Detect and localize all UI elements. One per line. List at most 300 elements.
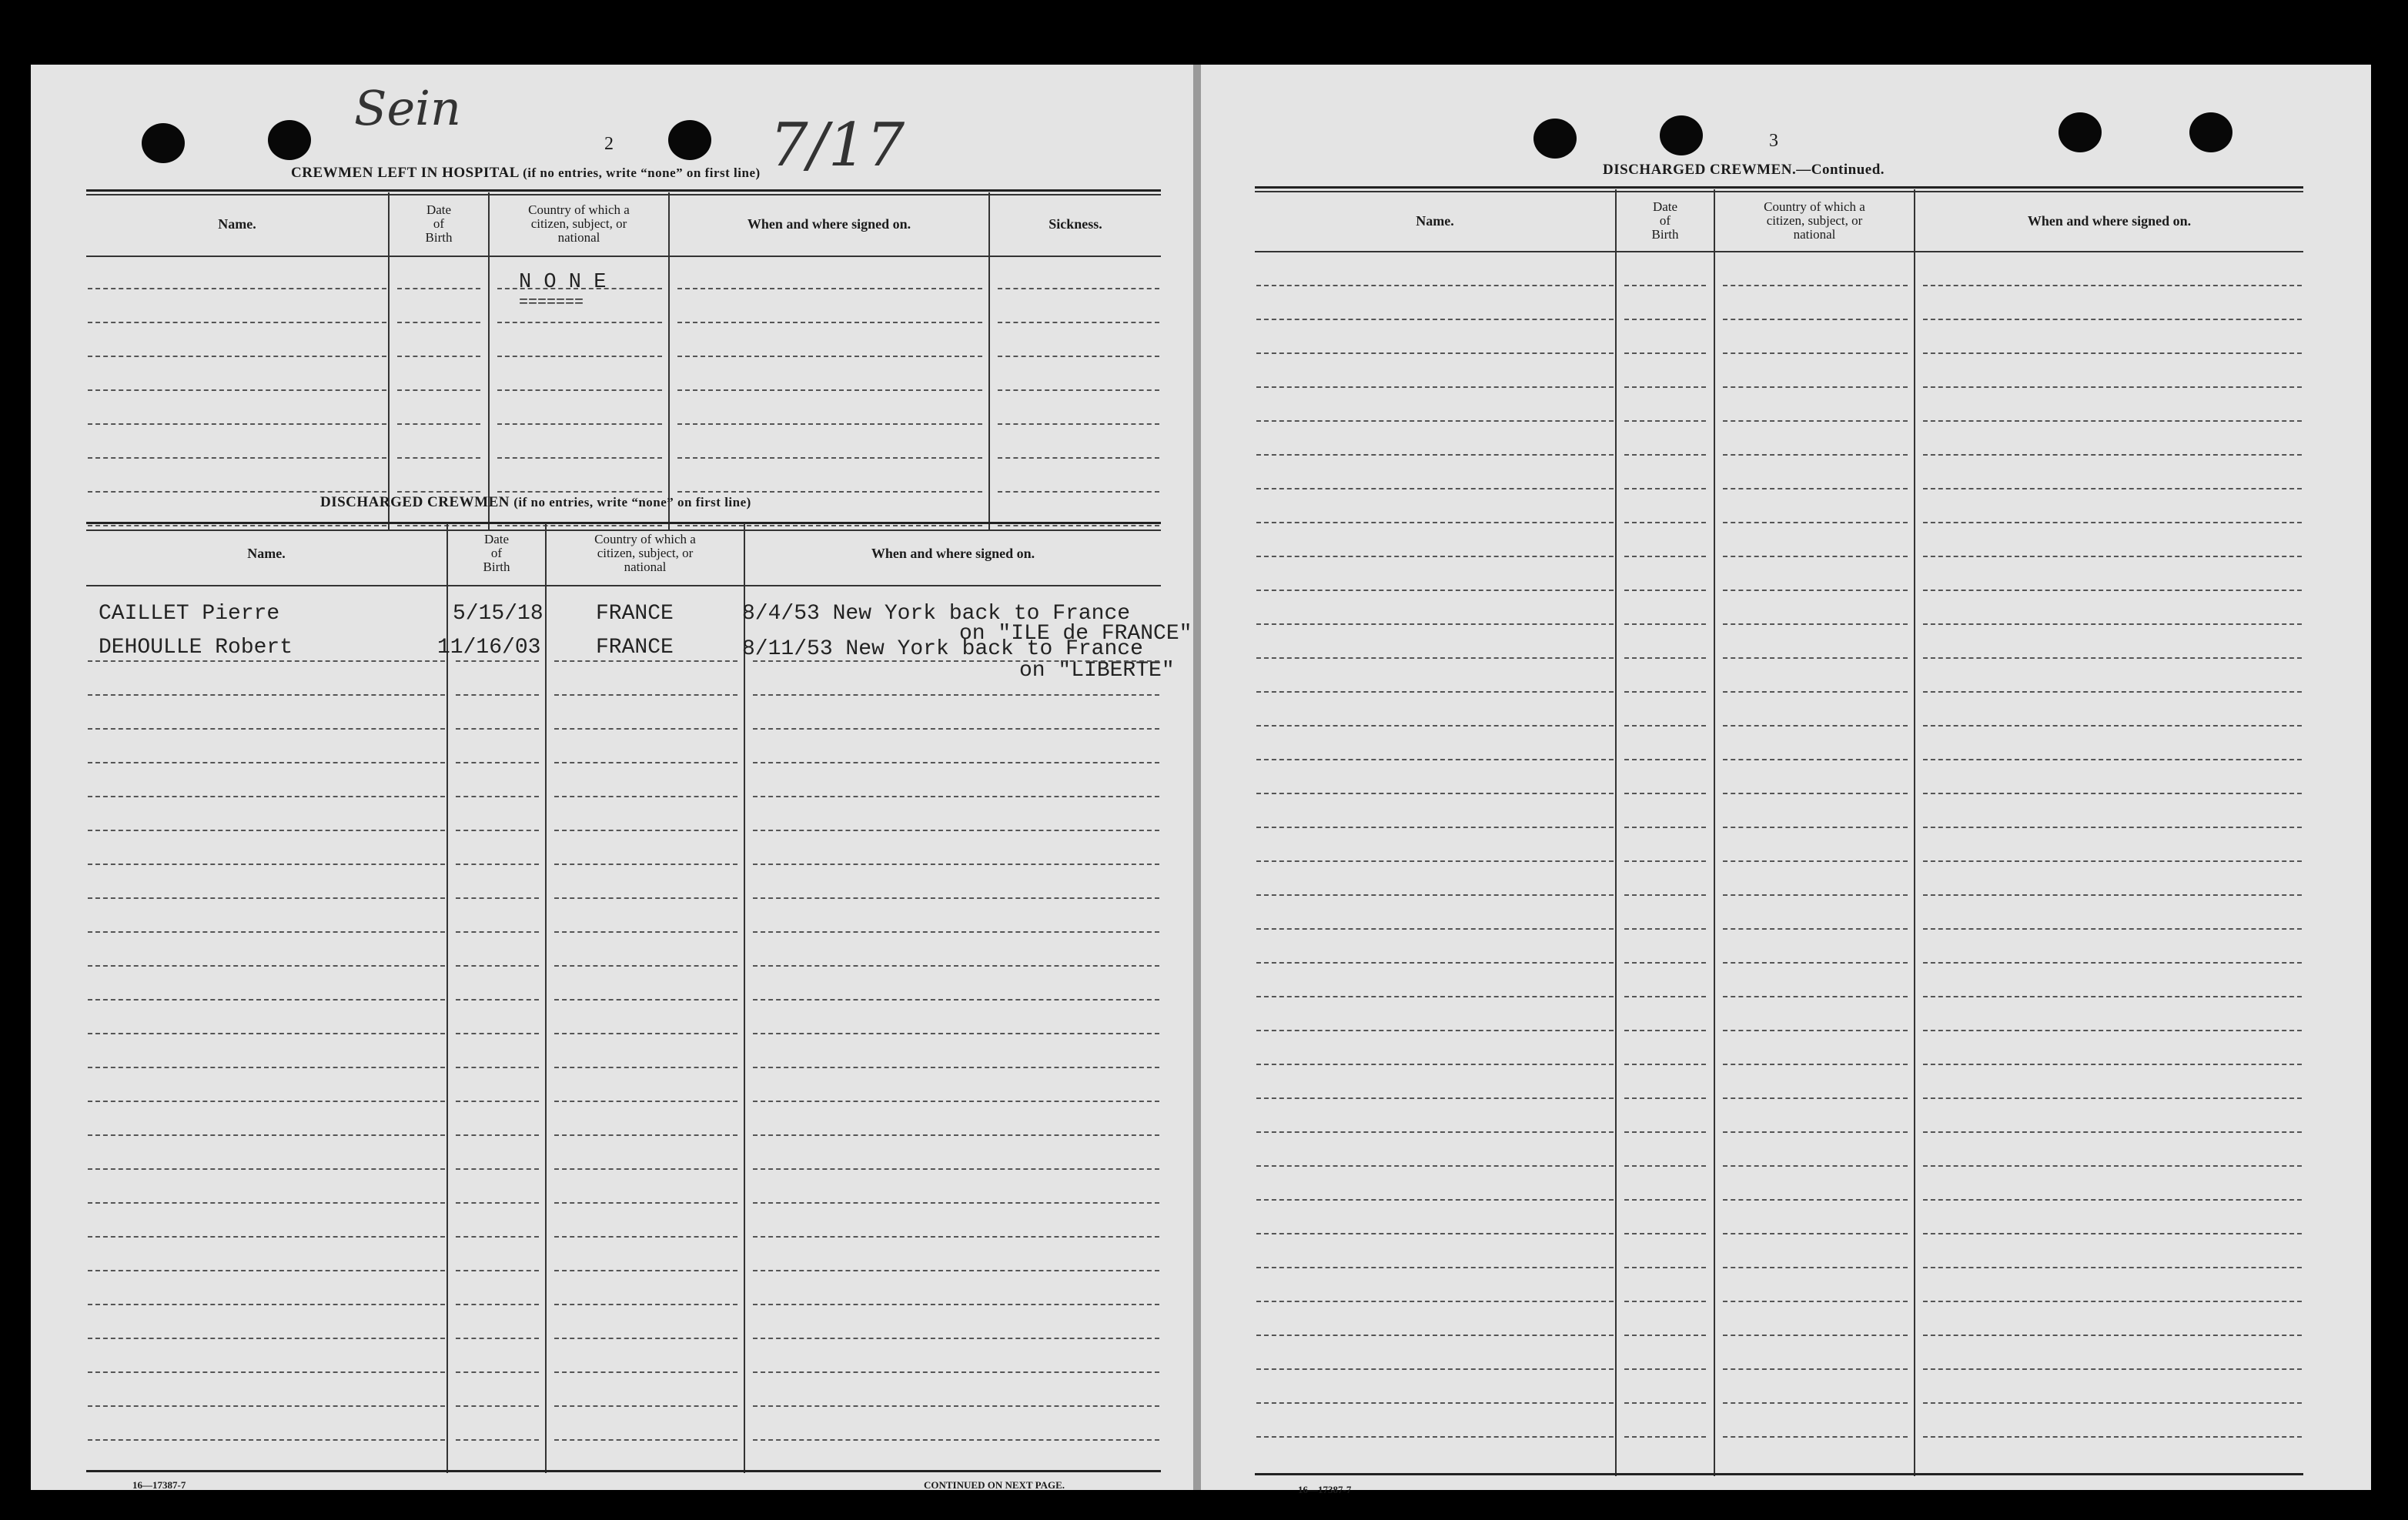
ruled-line	[1923, 1097, 2302, 1099]
ruled-line	[1624, 691, 1706, 693]
ruled-line	[1723, 759, 1908, 760]
ruled-line	[753, 1067, 1159, 1068]
ruled-line	[1723, 725, 1908, 727]
ruled-line	[397, 457, 480, 459]
ruled-line	[998, 322, 1159, 323]
ruled-line	[88, 1270, 445, 1271]
ruled-line	[1624, 623, 1706, 625]
ruled-line	[998, 288, 1159, 289]
ruled-line	[677, 525, 982, 526]
ruled-line	[88, 931, 445, 933]
ruled-line	[1923, 522, 2302, 523]
ruled-line	[497, 491, 662, 493]
right-col-divider	[1914, 189, 1915, 1476]
ruled-line	[554, 1371, 737, 1373]
ruled-line	[554, 1236, 737, 1238]
dob-line: of	[490, 546, 503, 560]
right-col-header-name: Name.	[1416, 213, 1454, 229]
ruled-line	[1723, 319, 1908, 320]
ruled-line	[554, 965, 737, 967]
handwritten-code: 7/17	[770, 111, 905, 180]
punch-hole	[668, 120, 711, 160]
ruled-line	[1723, 285, 1908, 286]
right-header-rule	[1255, 251, 2303, 252]
ruled-line	[1923, 623, 2302, 625]
ruled-line	[1624, 894, 1706, 896]
ruled-line	[1723, 420, 1908, 422]
ruled-line	[1624, 1436, 1706, 1438]
ruled-line	[1723, 1436, 1908, 1438]
page-spine	[1193, 65, 1201, 1490]
ruled-line	[456, 1338, 539, 1339]
ruled-line	[1256, 454, 1614, 456]
crew-signed: 8/4/53 New York back to France	[742, 602, 1131, 626]
ruled-line	[1723, 996, 1908, 997]
crew-country: FRANCE	[596, 636, 674, 660]
ruled-line	[1256, 1402, 1614, 1404]
ruled-line	[1256, 1199, 1614, 1201]
ruled-line	[753, 1202, 1159, 1204]
ruled-line	[554, 1405, 737, 1407]
ruled-line	[753, 864, 1159, 865]
ruled-line	[677, 423, 982, 425]
ruled-line	[1723, 691, 1908, 693]
ruled-line	[1624, 1064, 1706, 1065]
discharged-title-text: DISCHARGED CREWMEN	[320, 494, 510, 510]
ruled-line	[1923, 827, 2302, 828]
ruled-line	[677, 356, 982, 357]
ruled-line	[753, 1439, 1159, 1441]
ruled-line	[1723, 1301, 1908, 1302]
continued-note: CONTINUED ON NEXT PAGE.	[924, 1479, 1065, 1491]
ruled-line	[88, 1101, 445, 1102]
ruled-line	[1723, 352, 1908, 354]
ruled-line	[1624, 556, 1706, 557]
ruled-line	[1723, 1368, 1908, 1370]
crew-signed-ship: on "ILE de FRANCE"	[959, 622, 1192, 646]
ruled-line	[88, 999, 445, 1001]
ruled-line	[1624, 1165, 1706, 1167]
ruled-line	[1723, 860, 1908, 862]
ruled-line	[88, 1168, 445, 1170]
ruled-line	[1723, 1335, 1908, 1336]
hospital-col-divider	[668, 192, 670, 531]
ruled-line	[1256, 352, 1614, 354]
ruled-line	[1256, 759, 1614, 760]
ruled-line	[1923, 420, 2302, 422]
ruled-line	[554, 1304, 737, 1305]
ruled-line	[753, 999, 1159, 1001]
ruled-line	[1923, 691, 2302, 693]
ruled-line	[88, 965, 445, 967]
ruled-line	[1256, 1064, 1614, 1065]
ruled-line	[753, 796, 1159, 797]
ruled-line	[1256, 657, 1614, 659]
ruled-line	[1624, 725, 1706, 727]
ruled-line	[1624, 454, 1706, 456]
ruled-line	[1256, 1267, 1614, 1268]
discharged-bottom-rule	[86, 1470, 1161, 1472]
country-line: Country of which a	[528, 202, 630, 217]
ruled-line	[554, 1033, 737, 1034]
ruled-line	[1624, 1301, 1706, 1302]
ruled-line	[1256, 623, 1614, 625]
punch-hole	[1660, 115, 1703, 155]
ruled-line	[1624, 590, 1706, 591]
ruled-line	[1624, 352, 1706, 354]
right-col-header-dob	[1617, 200, 1714, 242]
discharged-continued-title: DISCHARGED CREWMEN.—Continued.	[1603, 162, 1885, 178]
ruled-line	[998, 457, 1159, 459]
ruled-line	[456, 1202, 539, 1204]
ruled-line	[456, 1067, 539, 1068]
ruled-line	[1256, 793, 1614, 794]
ruled-line	[1723, 1131, 1908, 1133]
ruled-line	[88, 525, 386, 526]
ruled-line	[753, 728, 1159, 730]
ruled-line	[554, 999, 737, 1001]
country-line: national	[557, 230, 600, 245]
ruled-line	[1723, 657, 1908, 659]
country-line: Country of which a	[594, 532, 696, 546]
ruled-line	[1256, 827, 1614, 828]
country-line: national	[1793, 227, 1836, 242]
ruled-line	[1923, 996, 2302, 997]
ruled-line	[554, 897, 737, 899]
right-col-header-country	[1715, 200, 1914, 242]
ruled-line	[1923, 1131, 2302, 1133]
ruled-line	[1256, 928, 1614, 930]
ruled-line	[1723, 1097, 1908, 1099]
ruled-line	[1624, 1368, 1706, 1370]
right-page	[1201, 65, 2371, 1495]
ruled-line	[497, 423, 662, 425]
ruled-line	[1723, 1030, 1908, 1031]
ruled-line	[1923, 1368, 2302, 1370]
ruled-line	[88, 762, 445, 763]
ruled-line	[554, 1067, 737, 1068]
ruled-line	[456, 762, 539, 763]
ruled-line	[397, 491, 480, 493]
ruled-line	[1723, 928, 1908, 930]
ruled-line	[88, 1202, 445, 1204]
ruled-line	[1624, 285, 1706, 286]
ruled-line	[677, 491, 982, 493]
ruled-line	[1624, 1131, 1706, 1133]
dob-line: of	[433, 216, 445, 231]
ruled-line	[1723, 522, 1908, 523]
ruled-line	[88, 830, 445, 831]
crew-dob: 11/16/03	[437, 636, 541, 660]
ruled-line	[677, 457, 982, 459]
ruled-line	[753, 1371, 1159, 1373]
ruled-line	[677, 288, 982, 289]
ruled-line	[1923, 928, 2302, 930]
ruled-line	[88, 423, 386, 425]
ruled-line	[554, 1134, 737, 1136]
ruled-line	[753, 897, 1159, 899]
ruled-line	[1256, 420, 1614, 422]
hospital-bottom-rule	[86, 529, 1161, 531]
page-number: 3	[1769, 131, 1778, 151]
ruled-line	[554, 1338, 737, 1339]
form-number: 16—17387-7	[132, 1479, 186, 1491]
ruled-line	[1923, 1335, 2302, 1336]
ruled-line	[1723, 1199, 1908, 1201]
ruled-line	[1923, 759, 2302, 760]
right-bottom-rule	[1255, 1473, 2303, 1475]
hospital-top-rule	[86, 189, 1161, 192]
ruled-line	[1923, 1301, 2302, 1302]
ruled-line	[753, 694, 1159, 696]
ruled-line	[1923, 352, 2302, 354]
ruled-line	[554, 931, 737, 933]
ruled-line	[397, 356, 480, 357]
ruled-line	[1256, 488, 1614, 489]
ruled-line	[88, 389, 386, 391]
punch-hole	[268, 120, 311, 160]
ruled-line	[1723, 827, 1908, 828]
dob-line: of	[1659, 213, 1671, 228]
ruled-line	[1923, 1402, 2302, 1404]
ruled-line	[1624, 1402, 1706, 1404]
ruled-line	[1256, 860, 1614, 862]
ruled-line	[554, 864, 737, 865]
ruled-line	[1923, 894, 2302, 896]
ruled-line	[1256, 590, 1614, 591]
ruled-line	[397, 423, 480, 425]
ruled-line	[88, 897, 445, 899]
crew-dob: 5/15/18	[453, 602, 543, 626]
ruled-line	[1624, 319, 1706, 320]
col-header-signed: When and where signed on.	[747, 216, 911, 232]
ruled-line	[677, 322, 982, 323]
ruled-line	[1923, 962, 2302, 964]
ruled-line	[753, 1168, 1159, 1170]
ruled-line	[1256, 725, 1614, 727]
discharged-section-title	[320, 494, 751, 511]
ruled-line	[1624, 1335, 1706, 1336]
ruled-line	[88, 457, 386, 459]
ruled-line	[1624, 793, 1706, 794]
ruled-line	[753, 1270, 1159, 1271]
ruled-line	[1923, 1436, 2302, 1438]
country-line: national	[624, 560, 667, 574]
crew-signed: 8/11/53 New York back to France	[742, 637, 1143, 661]
ruled-line	[998, 525, 1159, 526]
ruled-line	[753, 1304, 1159, 1305]
dob-line: Date	[426, 202, 452, 217]
country-line: citizen, subject, or	[597, 546, 694, 560]
ruled-line	[753, 762, 1159, 763]
ruled-line	[1923, 285, 2302, 286]
ruled-line	[456, 1236, 539, 1238]
punch-hole	[2189, 112, 2232, 152]
ruled-line	[1723, 1402, 1908, 1404]
ruled-line	[456, 1101, 539, 1102]
right-col-divider	[1615, 189, 1617, 1476]
ruled-line	[456, 864, 539, 865]
ruled-line	[1723, 454, 1908, 456]
ruled-line	[1923, 657, 2302, 659]
punch-hole	[1533, 119, 1577, 159]
country-line: Country of which a	[1764, 199, 1865, 214]
ruled-line	[554, 1202, 737, 1204]
ruled-line	[456, 931, 539, 933]
ruled-line	[88, 1236, 445, 1238]
ruled-line	[554, 1168, 737, 1170]
ruled-line	[677, 389, 982, 391]
col-header-name: Name.	[218, 216, 256, 232]
ruled-line	[456, 999, 539, 1001]
ruled-line	[456, 1304, 539, 1305]
ruled-line	[554, 1270, 737, 1271]
dob-line: Date	[1652, 199, 1678, 214]
hospital-title-note: (if no entries, write “none” on first line)	[523, 165, 761, 180]
ruled-line	[1923, 319, 2302, 320]
ruled-line	[88, 1134, 445, 1136]
ruled-line	[1923, 386, 2302, 388]
ruled-line	[456, 965, 539, 967]
ruled-line	[88, 1405, 445, 1407]
ruled-line	[1624, 657, 1706, 659]
ruled-line	[456, 1405, 539, 1407]
form-number: 16—17387-7	[1298, 1484, 1352, 1495]
ruled-line	[1723, 1165, 1908, 1167]
discharged-header-rule	[86, 585, 1161, 586]
ruled-line	[88, 796, 445, 797]
ruled-line	[456, 1033, 539, 1034]
ruled-line	[497, 356, 662, 357]
ruled-line	[1256, 1030, 1614, 1031]
ruled-line	[1256, 894, 1614, 896]
discharged-col-header-country	[547, 533, 744, 574]
right-top-rule	[1255, 186, 2303, 189]
ruled-line	[1256, 1165, 1614, 1167]
ruled-line	[1624, 996, 1706, 997]
ruled-line	[1923, 725, 2302, 727]
ruled-line	[1624, 420, 1706, 422]
crew-signed-ship: on "LIBERTE"	[1019, 659, 1175, 683]
ruled-line	[1256, 962, 1614, 964]
ruled-line	[753, 1236, 1159, 1238]
ruled-line	[554, 830, 737, 831]
handwritten-note: Sein	[354, 80, 461, 136]
crew-country: FRANCE	[596, 602, 674, 626]
col-header-country	[490, 203, 668, 245]
ruled-line	[456, 1439, 539, 1441]
hospital-title-text: CREWMEN LEFT IN HOSPITAL	[291, 165, 519, 181]
ruled-line	[1923, 1030, 2302, 1031]
ruled-line	[1624, 1199, 1706, 1201]
ruled-line	[1923, 1064, 2302, 1065]
country-line: citizen, subject, or	[530, 216, 627, 231]
hospital-none-entry: N O N E	[519, 271, 607, 294]
ruled-line	[1624, 522, 1706, 523]
dob-line: Birth	[483, 560, 510, 574]
ruled-line	[1256, 522, 1614, 523]
col-header-dob	[390, 203, 488, 245]
discharged-col-divider	[446, 523, 448, 1473]
ruled-line	[397, 288, 480, 289]
ruled-line	[397, 525, 480, 526]
ruled-line	[753, 965, 1159, 967]
ruled-line	[456, 1134, 539, 1136]
ruled-line	[753, 830, 1159, 831]
ruled-line	[1256, 1335, 1614, 1336]
ruled-line	[88, 1033, 445, 1034]
crew-name: CAILLET Pierre	[99, 602, 280, 626]
dob-line: Birth	[425, 230, 453, 245]
ruled-line	[1923, 488, 2302, 489]
ruled-line	[1624, 1097, 1706, 1099]
ruled-line	[1256, 556, 1614, 557]
ruled-line	[456, 694, 539, 696]
ruled-line	[1624, 962, 1706, 964]
ruled-line	[753, 1101, 1159, 1102]
ruled-line	[88, 491, 386, 493]
ruled-line	[998, 356, 1159, 357]
ruled-line	[456, 1371, 539, 1373]
ruled-line	[1723, 386, 1908, 388]
ruled-line	[497, 288, 662, 289]
ruled-line	[456, 660, 539, 662]
ruled-line	[1723, 590, 1908, 591]
ruled-line	[88, 864, 445, 865]
ruled-line	[1624, 860, 1706, 862]
ruled-line	[88, 356, 386, 357]
ruled-line	[753, 660, 1159, 662]
ruled-line	[456, 796, 539, 797]
ruled-line	[497, 322, 662, 323]
ruled-line	[1256, 691, 1614, 693]
hospital-none-underline: =======	[519, 294, 584, 312]
col-header-sickness: Sickness.	[1048, 216, 1102, 232]
ruled-line	[554, 728, 737, 730]
punch-hole	[142, 123, 185, 163]
discharged-col-header-signed: When and where signed on.	[871, 546, 1035, 561]
ruled-line	[397, 389, 480, 391]
ruled-line	[1723, 623, 1908, 625]
ruled-line	[554, 694, 737, 696]
ruled-line	[554, 796, 737, 797]
ruled-line	[1923, 590, 2302, 591]
ruled-line	[456, 1270, 539, 1271]
ruled-line	[1256, 996, 1614, 997]
ruled-line	[88, 1338, 445, 1339]
ruled-line	[88, 660, 445, 662]
ruled-line	[456, 897, 539, 899]
ruled-line	[88, 1304, 445, 1305]
hospital-header-rule	[86, 256, 1161, 257]
punch-hole	[2059, 112, 2102, 152]
country-line: citizen, subject, or	[1766, 213, 1863, 228]
ruled-line	[456, 1168, 539, 1170]
ruled-line	[1723, 1233, 1908, 1234]
ruled-line	[1624, 759, 1706, 760]
ruled-line	[1723, 556, 1908, 557]
ruled-line	[1256, 1368, 1614, 1370]
ruled-line	[554, 762, 737, 763]
ruled-line	[1723, 1064, 1908, 1065]
ruled-line	[554, 660, 737, 662]
ruled-line	[1624, 827, 1706, 828]
ruled-line	[1624, 928, 1706, 930]
ruled-line	[1624, 488, 1706, 489]
ruled-line	[753, 1405, 1159, 1407]
ruled-line	[1923, 556, 2302, 557]
ruled-line	[998, 491, 1159, 493]
